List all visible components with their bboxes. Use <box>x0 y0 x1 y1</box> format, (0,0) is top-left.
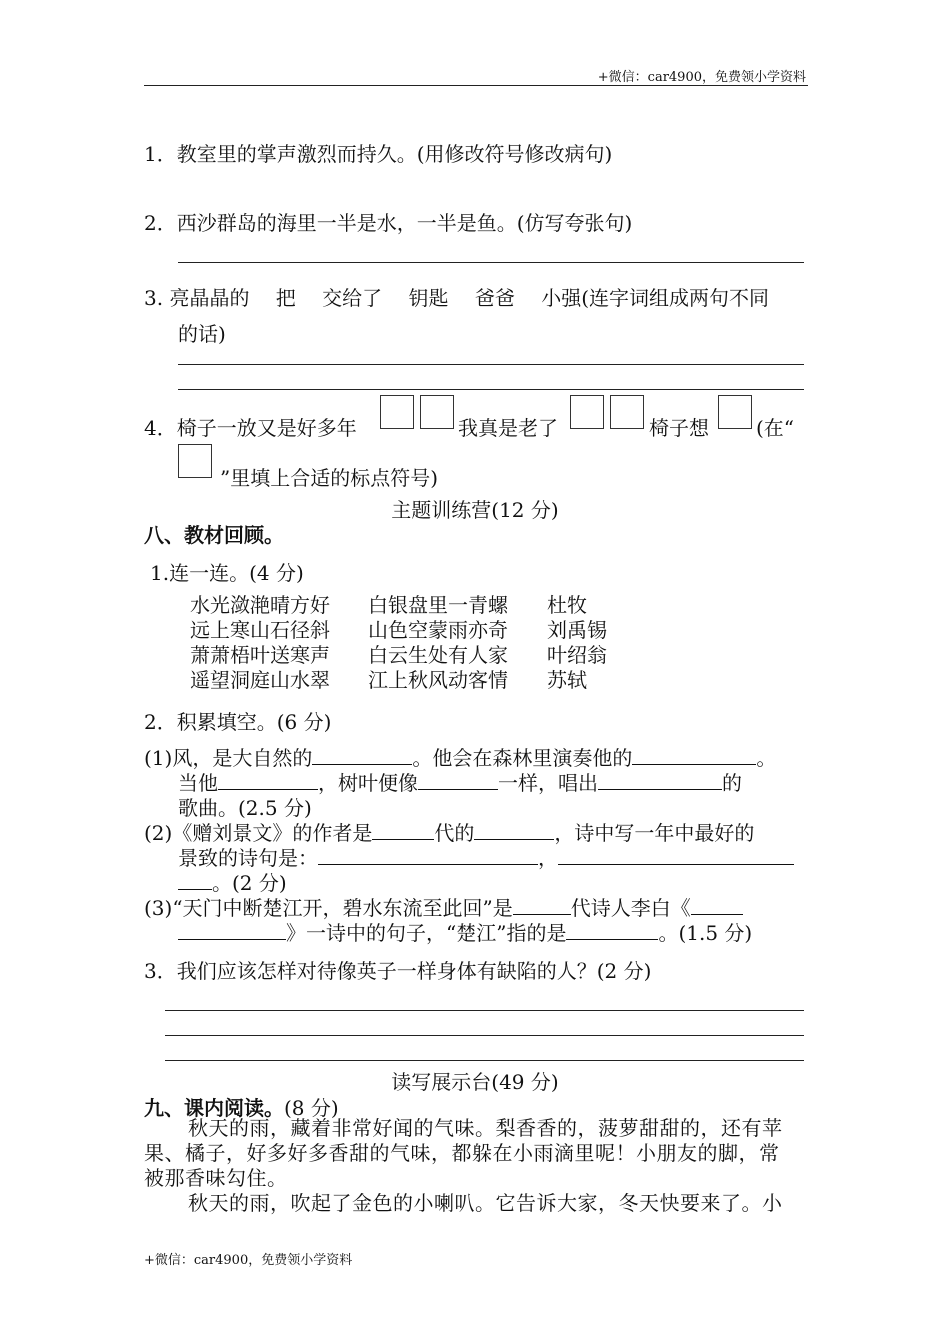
question-text: 亮晶晶的 把 交给了 钥匙 爸爸 小强(连字词组成两句不同 <box>169 286 770 310</box>
question-1 <box>144 138 612 167</box>
reading-paragraph-1 <box>144 1116 783 1191</box>
question-number: 1． <box>144 142 177 166</box>
answer-line[interactable] <box>165 1060 804 1061</box>
fill-blank[interactable] <box>318 846 538 865</box>
subquestion-label: 3．我们应该怎样对待像英子一样身体有缺陷的人？(2 分) <box>144 959 652 983</box>
part-heading: 八、教材回顾。 <box>144 523 284 547</box>
subquestion-label: 2．积累填空。(6 分) <box>144 710 332 734</box>
question-3 <box>144 282 769 311</box>
poem-line[interactable]: 江上秋风动客情 <box>368 668 508 692</box>
question-2 <box>144 207 632 236</box>
header-rule <box>144 85 808 86</box>
fill-item-2-line2: 景致的诗句是： ， <box>178 842 794 871</box>
poem-line[interactable]: 遥望洞庭山水翠 <box>190 668 330 692</box>
fill-blank[interactable] <box>178 871 212 890</box>
answer-line[interactable] <box>178 364 804 365</box>
author-name[interactable]: 刘禹锡 <box>547 618 607 642</box>
fill-blank[interactable] <box>218 771 318 790</box>
question-number: 4． <box>144 416 177 440</box>
answer-line[interactable] <box>178 389 804 390</box>
author-name[interactable]: 杜牧 <box>547 593 587 617</box>
subquestion-label: 1.连一连。(4 分) <box>150 561 304 585</box>
poem-line[interactable]: 水光潋滟晴方好 <box>190 593 330 617</box>
section-title: 读写展示台(49 分) <box>391 1070 559 1094</box>
fill-item-3-line1: (3)“天门中断楚江开，碧水东流至此回”是 代诗人李白《 <box>144 892 743 921</box>
fill-blank[interactable] <box>312 746 412 765</box>
fill-blank[interactable] <box>513 896 571 915</box>
fill-blank[interactable] <box>558 846 794 865</box>
question-number: 2． <box>144 211 177 235</box>
author-name[interactable]: 叶绍翁 <box>547 643 607 667</box>
footer-watermark: +微信：car4900，免费领小学资料 <box>144 1253 353 1268</box>
question-text: 我真是老了 <box>458 416 558 440</box>
punctuation-box[interactable] <box>610 395 644 429</box>
punctuation-box[interactable] <box>380 395 414 429</box>
fill-item-3-line2: 》一诗中的句子，“楚江”指的是 。(1.5 分) <box>178 917 752 946</box>
question-text: 教室里的掌声激烈而持久。(用修改符号修改病句) <box>176 142 613 166</box>
fill-blank[interactable] <box>178 921 286 940</box>
poem-line[interactable]: 白云生处有人家 <box>368 643 508 667</box>
fill-blank[interactable] <box>372 821 434 840</box>
poem-line[interactable]: 远上寒山石径斜 <box>190 618 330 642</box>
question-text: 西沙群岛的海里一半是水，一半是鱼。(仿写夸张句) <box>176 211 633 235</box>
poem-line[interactable]: 山色空蒙雨亦奇 <box>368 618 508 642</box>
paragraph-line: 秋天的雨，藏着非常好闻的气味。梨香香的，菠萝甜甜的，还有苹 <box>188 1116 783 1140</box>
match-column-second-lines <box>368 593 508 693</box>
paragraph-line: 果、橘子，好多好多香甜的气味，都躲在小雨滴里呢！小朋友的脚，常 <box>144 1141 780 1165</box>
reading-paragraph-2 <box>144 1191 783 1216</box>
answer-line[interactable] <box>165 1035 804 1036</box>
punctuation-box[interactable] <box>570 395 604 429</box>
author-name[interactable]: 苏轼 <box>547 668 587 692</box>
part-heading: 九、课内阅读。(8 分) <box>144 1096 339 1120</box>
fill-blank[interactable] <box>598 771 722 790</box>
question-text: (在“ <box>756 416 795 440</box>
paragraph-line: 被那香味勾住。 <box>144 1166 288 1190</box>
header-watermark: +微信：car4900，免费领小学资料 <box>597 70 806 85</box>
match-column-authors <box>547 593 607 693</box>
fill-blank[interactable] <box>474 821 554 840</box>
question-text: 椅子想 <box>649 416 709 440</box>
section-title: 主题训练营(12 分) <box>391 498 559 522</box>
match-column-first-lines <box>190 593 330 693</box>
paragraph-line: 秋天的雨，吹起了金色的小喇叭。它告诉大家，冬天快要来了。小 <box>188 1191 783 1215</box>
fill-item-2-line3: 。(2 分) <box>178 867 287 896</box>
question-text: ”里填上合适的标点符号) <box>220 466 439 490</box>
punctuation-box[interactable] <box>718 395 752 429</box>
fill-blank[interactable] <box>632 746 756 765</box>
answer-line[interactable] <box>178 262 804 263</box>
punctuation-box[interactable] <box>420 395 454 429</box>
poem-line[interactable]: 萧萧梧叶送寒声 <box>190 643 330 667</box>
question-number: 3. <box>144 286 170 310</box>
poem-line[interactable]: 白银盘里一青螺 <box>368 593 508 617</box>
question-4 <box>144 412 357 441</box>
answer-line[interactable] <box>165 1010 804 1011</box>
fill-item-1-line3: 歌曲。(2.5 分) <box>178 796 312 820</box>
punctuation-box-sample <box>178 444 212 478</box>
question-3-continued: 的话) <box>178 322 226 346</box>
fill-item-1-line2: 当他 ，树叶便像 一样，唱出 的 <box>178 771 742 795</box>
fill-blank[interactable] <box>566 921 658 940</box>
question-text: 椅子一放又是好多年 <box>176 416 357 440</box>
fill-item-1-line1: (1)风，是大自然的 。他会在森林里演奏他的 。 <box>144 746 777 770</box>
fill-blank[interactable] <box>691 896 743 915</box>
fill-item-2-line1: (2)《赠刘景文》的作者是 代的 ，诗中写一年中最好的 <box>144 821 755 845</box>
fill-blank[interactable] <box>418 771 498 790</box>
